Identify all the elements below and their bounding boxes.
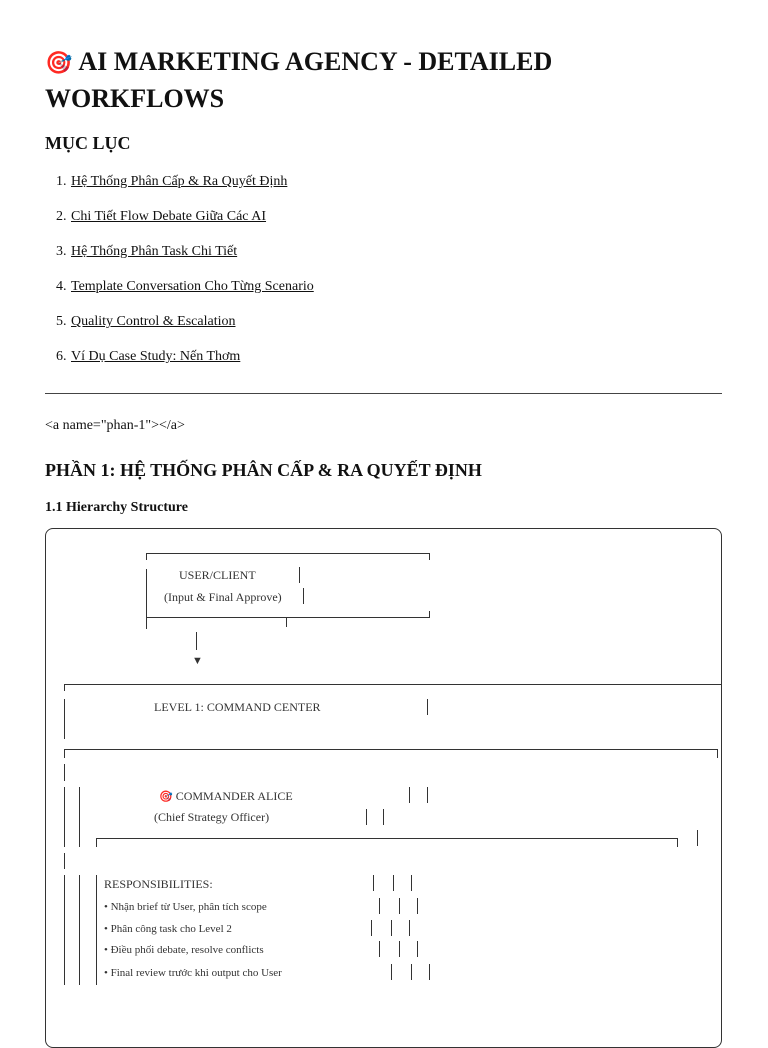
commander-box-top-border — [64, 749, 718, 758]
responsibility-item-2: • Phân công task cho Level 2 — [104, 923, 232, 935]
raw-anchor-text: <a name="phan-1"></a> — [45, 418, 185, 433]
user-client-subtitle: (Input & Final Approve) — [164, 590, 282, 604]
responsibilities-right-border — [379, 941, 380, 957]
responsibilities-right-border — [417, 898, 418, 914]
toc-item-4 — [56, 277, 314, 312]
responsibilities-right-border — [379, 898, 380, 914]
level1-box-left-border — [64, 699, 65, 739]
responsibility-item-1: • Nhận brief từ User, phân tích scope — [104, 901, 267, 913]
responsibility-item-4: • Final review trước khi output cho User — [104, 967, 282, 979]
responsibility-item-3: • Điều phối debate, resolve conflicts — [104, 944, 264, 956]
page-title — [45, 44, 725, 116]
commander-box-left-border — [64, 764, 65, 781]
subsection-heading: 1.1 Hierarchy Structure — [45, 500, 188, 515]
toc-number: 3. — [56, 244, 67, 259]
arrow-line — [196, 632, 197, 650]
responsibilities-right-border — [373, 875, 374, 891]
toc-item-3 — [56, 242, 314, 277]
commander-name-text: COMMANDER ALICE — [175, 789, 293, 803]
toc-item-1 — [56, 172, 314, 207]
toc-number: 6. — [56, 349, 67, 364]
responsibilities-heading: RESPONSIBILITIES: — [104, 877, 213, 891]
commander-right-border — [383, 809, 384, 825]
toc-item-2 — [56, 207, 314, 242]
toc-number: 1. — [56, 174, 67, 189]
user-box-right-border — [303, 588, 304, 604]
toc-heading: MỤC LỤC — [45, 133, 131, 153]
toc-link-1[interactable]: Hệ Thống Phân Cấp & Ra Quyết Định — [71, 174, 288, 189]
toc-link-6[interactable]: Ví Dụ Case Study: Nến Thơm — [71, 349, 241, 364]
toc-number: 2. — [56, 209, 67, 224]
outer-left-border — [64, 853, 65, 869]
responsibilities-right-border — [411, 964, 412, 980]
responsibilities-left-border — [96, 875, 97, 985]
outer-right-border — [697, 830, 698, 846]
responsibilities-right-border — [411, 875, 412, 891]
level1-box-top-border — [64, 684, 722, 691]
page-title-text: AI MARKETING AGENCY - DETAILED WORKFLOWS — [45, 47, 553, 113]
hierarchy-diagram-code-block — [45, 528, 722, 1048]
user-box-bottom-border — [146, 611, 430, 618]
responsibilities-right-border — [391, 964, 392, 980]
commander-name — [159, 789, 293, 804]
responsibilities-right-border — [417, 941, 418, 957]
responsibilities-box-top-border — [96, 838, 678, 847]
toc-link-2[interactable]: Chi Tiết Flow Debate Giữa Các AI — [71, 209, 267, 224]
level1-title: LEVEL 1: COMMAND CENTER — [154, 700, 321, 714]
responsibilities-right-border — [371, 920, 372, 936]
user-box-right-border — [299, 567, 300, 583]
arrow-down-icon: ▼ — [192, 655, 203, 667]
responsibilities-right-border — [409, 920, 410, 936]
commander-role: (Chief Strategy Officer) — [154, 810, 270, 824]
commander-right-border — [409, 787, 410, 803]
toc-item-5 — [56, 312, 314, 347]
inner-left-border — [79, 875, 80, 985]
toc-link-5[interactable]: Quality Control & Escalation — [71, 314, 236, 329]
section-heading: PHẦN 1: HỆ THỐNG PHÂN CẤP & RA QUYẾT ĐỊNH — [45, 460, 482, 480]
toc-number: 4. — [56, 279, 67, 294]
table-of-contents — [56, 172, 314, 382]
toc-link-3[interactable]: Hệ Thống Phân Task Chi Tiết — [71, 244, 238, 259]
responsibilities-right-border — [429, 964, 430, 980]
commander-right-border — [366, 809, 367, 825]
outer-left-border — [64, 787, 65, 847]
user-client-title: USER/CLIENT — [179, 568, 256, 582]
inner-left-border — [79, 787, 80, 847]
target-icon: 🎯 — [45, 51, 73, 76]
toc-number: 5. — [56, 314, 67, 329]
responsibilities-right-border — [399, 898, 400, 914]
toc-link-4[interactable]: Template Conversation Cho Từng Scenario — [71, 279, 314, 294]
user-box-connector — [286, 617, 287, 627]
level1-box-right-border — [427, 699, 428, 715]
user-box-top-border — [146, 553, 430, 560]
toc-item-6 — [56, 347, 314, 382]
outer-left-border — [64, 875, 65, 985]
responsibilities-right-border — [399, 941, 400, 957]
horizontal-divider — [45, 393, 722, 394]
commander-right-border — [427, 787, 428, 803]
responsibilities-right-border — [393, 875, 394, 891]
user-box-left-border — [146, 569, 147, 629]
target-icon: 🎯 — [159, 790, 173, 803]
responsibilities-right-border — [391, 920, 392, 936]
